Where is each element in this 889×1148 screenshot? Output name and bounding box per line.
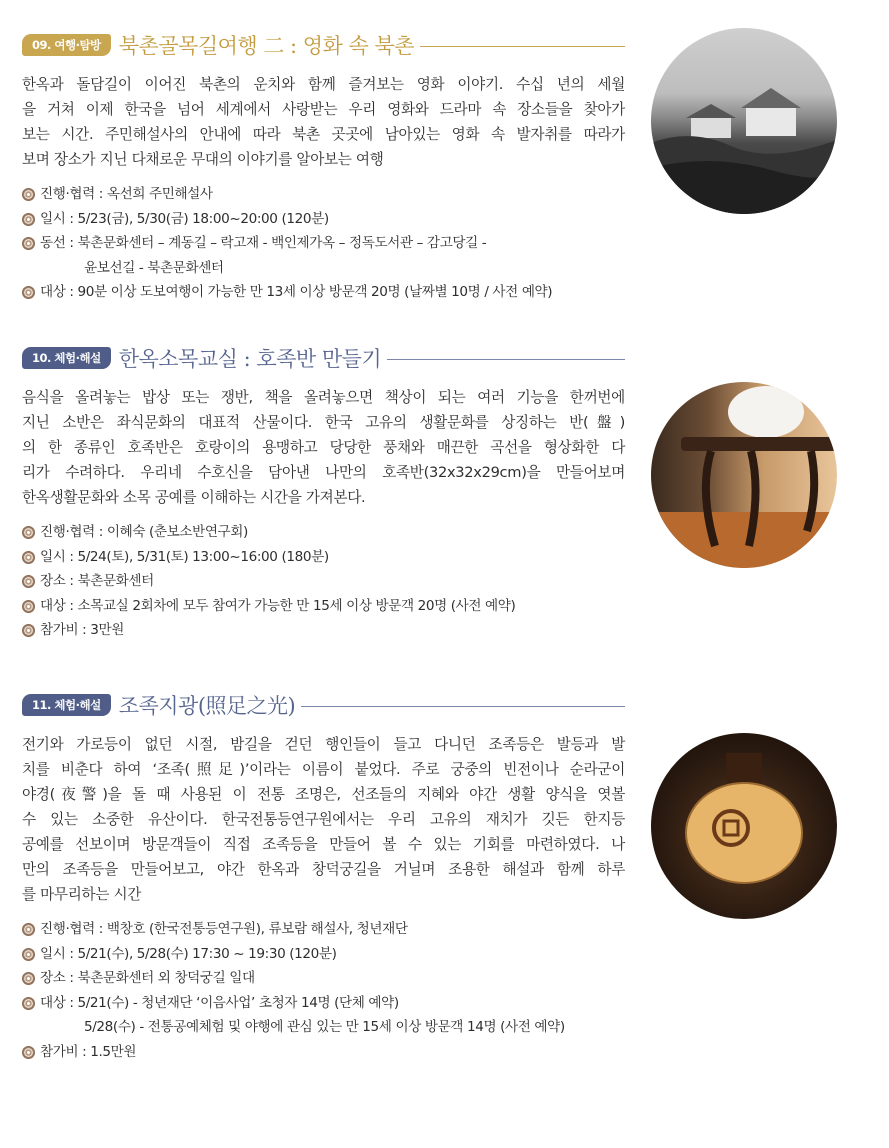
- program-title: 한옥소목교실 : 호족반 만들기: [118, 347, 382, 371]
- village-roofs-graphic: [651, 28, 837, 214]
- description-line: 한옥생활문화와 소목 공예를 이해하는 시간을 가져본다.: [22, 489, 366, 506]
- flower-bullet-icon: [22, 948, 35, 961]
- description-line: 야경(夜警)을 돌 때 사용된 이 전통 조명은, 선조들의 지혜와 야간 생활 양식을 엿볼: [22, 786, 625, 803]
- description-line: 수 있는 소중한 유산이다. 한국전통등연구원에서는 우리 고유의 재치가 깃든 한지등: [22, 811, 625, 828]
- flower-bullet-icon: [22, 286, 35, 299]
- program-09: [22, 30, 625, 305]
- info-text: 진행·협력 : 옥선희 주민해설사: [40, 186, 213, 202]
- section-header: [22, 30, 625, 60]
- flower-bullet-icon: [22, 1046, 35, 1059]
- info-text: 대상 : 소목교실 2회차에 모두 참여가 가능한 만 15세 이상 방문객 20명 (사전 예약): [40, 597, 516, 614]
- flower-bullet-icon: [22, 972, 35, 985]
- info-item: [22, 966, 625, 991]
- info-item: [22, 280, 625, 305]
- flower-bullet-icon: [22, 213, 35, 226]
- info-list: [22, 520, 625, 643]
- flower-bullet-icon: [22, 526, 35, 539]
- info-item: [22, 594, 625, 619]
- flower-bullet-icon: [22, 551, 35, 564]
- divider: [301, 706, 625, 707]
- lantern-graphic: [651, 733, 837, 919]
- flower-bullet-icon: [22, 575, 35, 588]
- description: [22, 72, 625, 172]
- info-item: [22, 545, 625, 570]
- program-10: [22, 343, 625, 643]
- divider: [420, 46, 625, 47]
- section-header: [22, 690, 625, 720]
- description-line: 를 마무리하는 시간: [22, 886, 142, 903]
- info-item-continued: 5/28(수) - 전통공예체험 및 야행에 관심 있는 만 15세 이상 방문객 14명 (사전 예약): [84, 1019, 565, 1035]
- program-title: 조족지광(照足之光): [118, 694, 296, 718]
- info-list: [22, 182, 625, 305]
- divider: [387, 359, 625, 360]
- info-item: [22, 569, 625, 594]
- description-line: 보는 시간. 주민해설사의 안내에 따라 북촌 곳곳에 남아있는 영화 속 발자취를 따라가: [22, 126, 625, 143]
- section-header: [22, 343, 625, 373]
- info-text: 일시 : 5/21(수), 5/28(수) 17:30 ~ 19:30 (120분): [40, 945, 337, 962]
- info-list: [22, 917, 625, 1064]
- info-text: 대상 : 90분 이상 도보여행이 가능한 만 13세 이상 방문객 20명 (날짜별 10명 / 사전 예약): [40, 284, 553, 300]
- description-line: 지닌 소반은 좌식문화의 대표적 산물이다. 한국 고유의 생활문화를 상징하는 반(盤): [22, 414, 625, 431]
- info-item: [22, 520, 625, 545]
- description-line: 치를 비춘다 하여 ‘조족(照足)’이라는 이름이 붙었다. 주로 궁중의 빈전이나 순라군이: [22, 761, 625, 778]
- info-item: [22, 207, 625, 232]
- flower-bullet-icon: [22, 624, 35, 637]
- flower-bullet-icon: [22, 997, 35, 1010]
- description-line: 을 거쳐 이제 한국을 넘어 세계에서 사랑받는 우리 영화와 드라마 속 장소들을 찾아가: [22, 101, 625, 118]
- flower-bullet-icon: [22, 188, 35, 201]
- category-badge: 11. 체험·해설: [22, 694, 111, 716]
- flower-bullet-icon: [22, 237, 35, 250]
- info-item: [22, 182, 625, 207]
- description: [22, 732, 625, 907]
- info-text: 대상 : 5/21(수) - 청년재단 ‘이음사업’ 초청자 14명 (단체 예약): [40, 994, 399, 1011]
- description: [22, 385, 625, 510]
- flower-bullet-icon: [22, 600, 35, 613]
- info-text: 장소 : 북촌문화센터 외 창덕궁길 일대: [40, 970, 255, 986]
- description-line: 보며 장소가 지닌 다채로운 무대의 이야기를 알아보는 여행: [22, 151, 384, 168]
- hojokban-table-photo: [651, 382, 837, 568]
- info-item: [22, 231, 625, 256]
- description-line: 의 한 종류인 호족반은 호랑이의 용맹하고 당당한 풍채와 매끈한 곡선을 형상화한 다: [22, 439, 625, 456]
- info-item: [22, 942, 625, 967]
- program-title: 북촌골목길여행 二 : 영화 속 북촌: [118, 34, 415, 58]
- info-text: 참가비 : 1.5만원: [40, 1043, 137, 1060]
- jojokdeung-lantern-photo: [651, 733, 837, 919]
- info-item: [22, 1040, 625, 1065]
- info-text: 일시 : 5/24(토), 5/31(토) 13:00~16:00 (180분): [40, 548, 329, 565]
- info-item: [22, 917, 625, 942]
- description-line: 만의 조족등을 만들어보고, 야간 한옥과 창덕궁길을 거닐며 조용한 해설과 함께 하루: [22, 861, 625, 878]
- bukchon-hanok-photo: [651, 28, 837, 214]
- info-text: 진행·협력 : 이혜숙 (춘보소반연구회): [40, 524, 248, 540]
- category-badge: 10. 체험·해설: [22, 347, 111, 369]
- description-line: 한옥과 돌담길이 이어진 북촌의 운치와 함께 즐겨보는 영화 이야기. 수십 년의 세월: [22, 76, 625, 93]
- info-item: [22, 991, 625, 1016]
- info-text: 진행·협력 : 백창호 (한국전통등연구원), 류보람 해설사, 청년재단: [40, 921, 408, 937]
- description-line: 음식을 올려놓는 밥상 또는 쟁반, 책을 올려놓으면 책상이 되는 여러 기능을 한꺼번에: [22, 389, 625, 406]
- table-graphic: [651, 382, 837, 568]
- description-line: 공예를 선보이며 방문객들이 직접 조족등을 만들어 볼 수 있는 기회를 마련하였다. 나: [22, 836, 625, 853]
- description-line: 전기와 가로등이 없던 시절, 밤길을 걷던 행인들이 들고 다니던 조족등은 발등과 발: [22, 736, 625, 753]
- info-text: 동선 : 북촌문화센터 – 계동길 – 락고재 - 백인제가옥 – 정독도서관 – 감고당길 -: [40, 235, 487, 251]
- category-badge: 09. 여행·탐방: [22, 34, 111, 56]
- description-line: 리가 수려하다. 우리네 수호신을 담아낸 나만의 호족반(32x32x29cm)을 만들어보며: [22, 464, 625, 481]
- flower-bullet-icon: [22, 923, 35, 936]
- info-item: [22, 618, 625, 643]
- program-11: [22, 690, 625, 1064]
- info-text: 장소 : 북촌문화센터: [40, 573, 154, 589]
- info-item-continued: 윤보선길 - 북촌문화센터: [84, 259, 224, 276]
- info-text: 일시 : 5/23(금), 5/30(금) 18:00~20:00 (120분): [40, 210, 329, 227]
- info-text: 참가비 : 3만원: [40, 622, 124, 638]
